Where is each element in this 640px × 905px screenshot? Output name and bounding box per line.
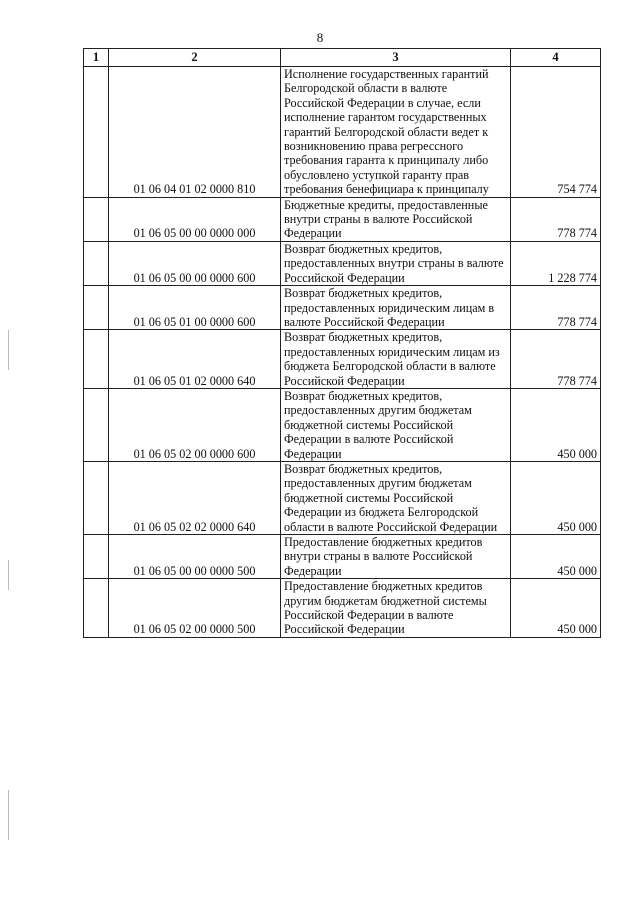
scan-margin-mark — [8, 790, 9, 840]
amount-cell: 778 774 — [511, 197, 601, 241]
description-cell: Предоставление бюджетных кредитов другим бюджетам бюджетной системы Российской Федерации в валюте Российской Федерации — [281, 579, 511, 638]
row-number-cell — [84, 197, 109, 241]
budget-sources-table — [83, 48, 601, 638]
amount-cell: 450 000 — [511, 535, 601, 579]
row-number-cell — [84, 461, 109, 534]
amount-cell: 450 000 — [511, 579, 601, 638]
description-cell: Возврат бюджетных кредитов, предоставленных другим бюджетам бюджетной системы Российской Федерации из бюджета Белгородской области в валюте Российской Федерации — [281, 461, 511, 534]
row-number-cell — [84, 388, 109, 461]
table-row — [84, 286, 601, 330]
budget-code-cell: 01 06 05 02 00 0000 500 — [109, 579, 281, 638]
budget-code-cell: 01 06 05 02 02 0000 640 — [109, 461, 281, 534]
column-header-3: 3 — [281, 49, 511, 67]
row-number-cell — [84, 579, 109, 638]
description-cell: Возврат бюджетных кредитов, предоставленных юридическим лицам в валюте Российской Федерации — [281, 286, 511, 330]
budget-code-cell: 01 06 04 01 02 0000 810 — [109, 67, 281, 198]
description-cell: Возврат бюджетных кредитов, предоставленных юридическим лицам из бюджета Белгородской области в валюте Российской Федерации — [281, 330, 511, 389]
amount-cell: 1 228 774 — [511, 241, 601, 285]
budget-code-cell: 01 06 05 00 00 0000 600 — [109, 241, 281, 285]
amount-cell: 778 774 — [511, 286, 601, 330]
column-header-1: 1 — [84, 49, 109, 67]
budget-code-cell: 01 06 05 02 00 0000 600 — [109, 388, 281, 461]
scan-margin-mark — [8, 560, 9, 590]
budget-code-cell: 01 06 05 01 00 0000 600 — [109, 286, 281, 330]
description-cell: Возврат бюджетных кредитов, предоставленных другим бюджетам бюджетной системы Российской Федерации в валюте Российской Федерации — [281, 388, 511, 461]
row-number-cell — [84, 286, 109, 330]
table-row — [84, 461, 601, 534]
description-cell: Предоставление бюджетных кредитов внутри страны в валюте Российской Федерации — [281, 535, 511, 579]
row-number-cell — [84, 67, 109, 198]
table-row — [84, 388, 601, 461]
amount-cell: 450 000 — [511, 461, 601, 534]
budget-code-cell: 01 06 05 01 02 0000 640 — [109, 330, 281, 389]
amount-cell: 450 000 — [511, 388, 601, 461]
description-cell: Бюджетные кредиты, предоставленные внутри страны в валюте Российской Федерации — [281, 197, 511, 241]
column-header-2: 2 — [109, 49, 281, 67]
table-row — [84, 330, 601, 389]
budget-code-cell: 01 06 05 00 00 0000 000 — [109, 197, 281, 241]
description-cell: Возврат бюджетных кредитов, предоставленных внутри страны в валюте Российской Федерации — [281, 241, 511, 285]
budget-code-cell: 01 06 05 00 00 0000 500 — [109, 535, 281, 579]
row-number-cell — [84, 330, 109, 389]
scan-margin-mark — [8, 330, 9, 370]
amount-cell: 778 774 — [511, 330, 601, 389]
table-row — [84, 579, 601, 638]
table-row — [84, 241, 601, 285]
column-header-4: 4 — [511, 49, 601, 67]
table-row — [84, 535, 601, 579]
table-row — [84, 67, 601, 198]
table-row — [84, 197, 601, 241]
amount-cell: 754 774 — [511, 67, 601, 198]
header-row — [84, 49, 601, 67]
row-number-cell — [84, 241, 109, 285]
page-number: 8 — [316, 30, 324, 45]
description-cell: Исполнение государственных гарантий Белгородской области в валюте Российской Федерации в случае, если исполнение гарантом государственных гарантий Белгородской области ведет к возникновению права регрессного требования гаранта к принципалу либо обусловлено уступкой гаранту прав требования бенефициара к принципалу — [281, 67, 511, 198]
row-number-cell — [84, 535, 109, 579]
